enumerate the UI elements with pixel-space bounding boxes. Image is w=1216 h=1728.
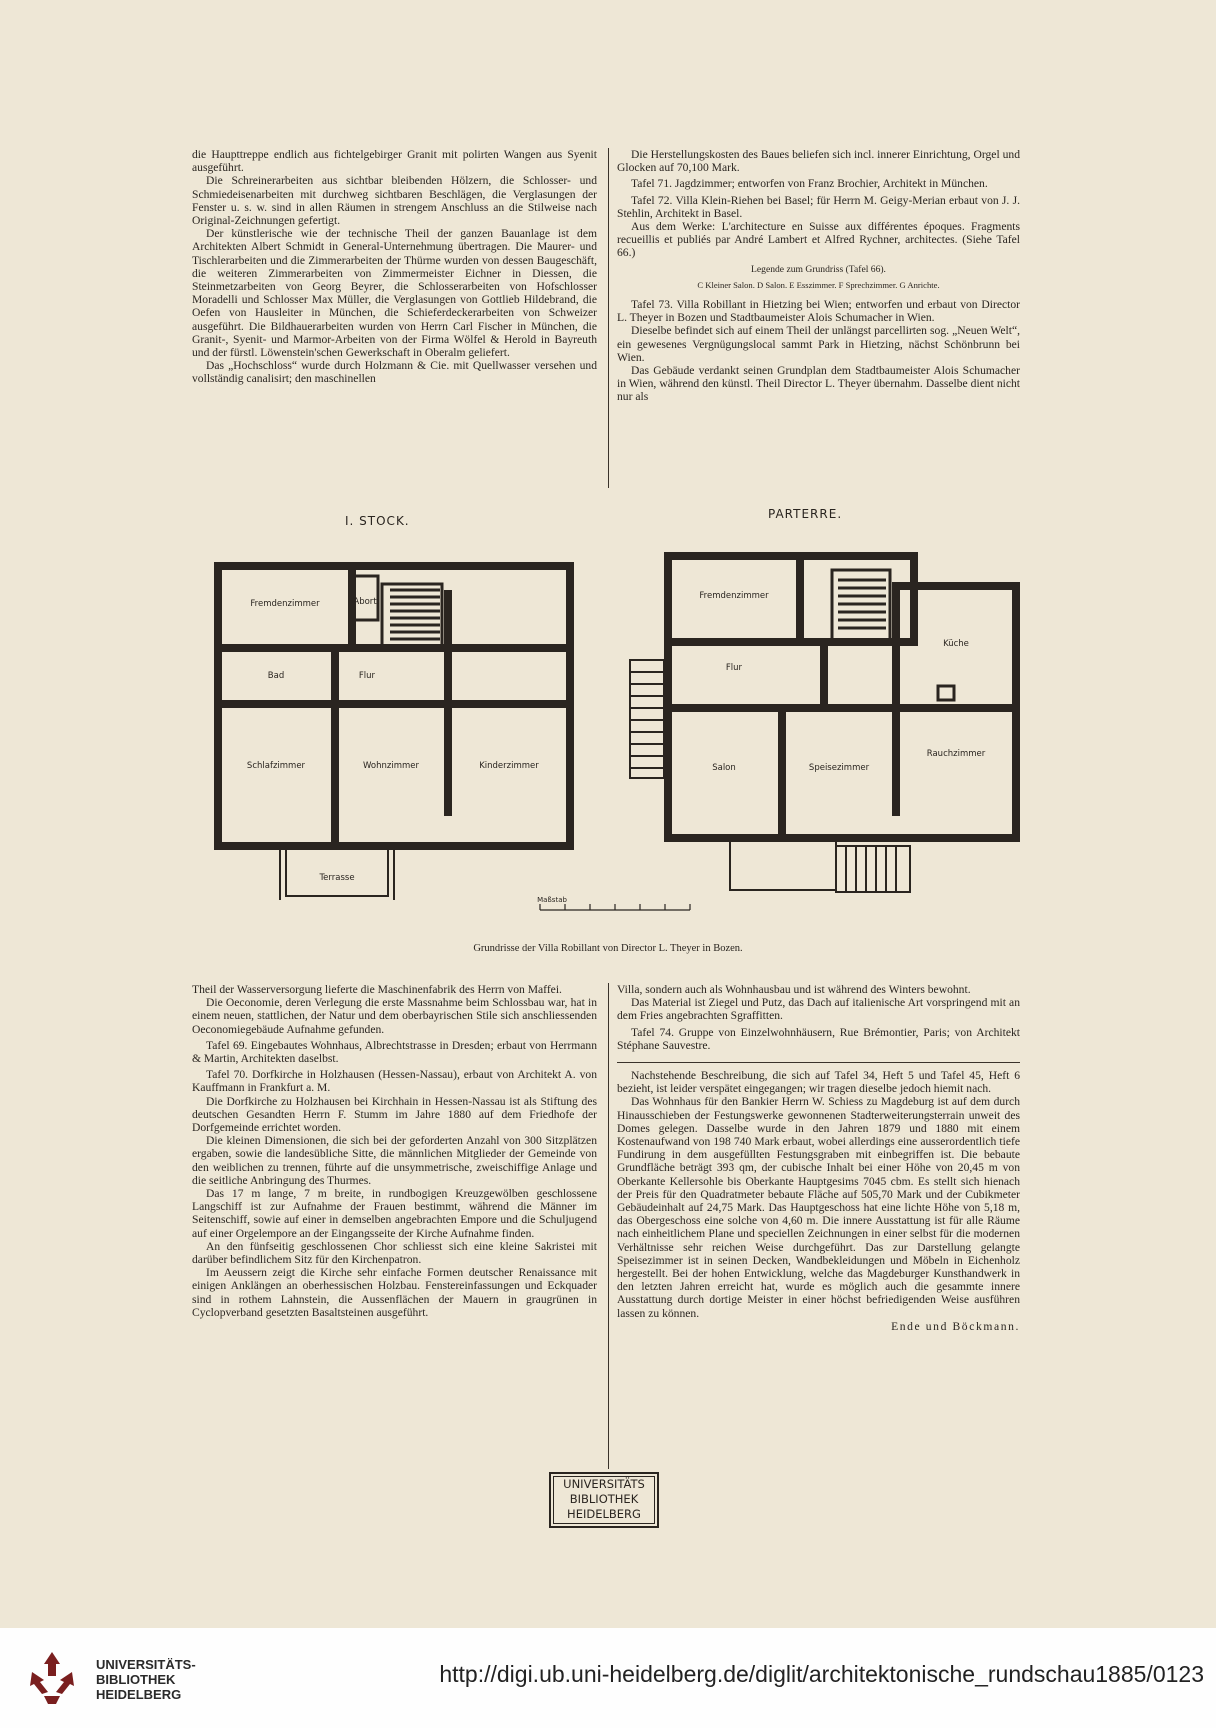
logo-line: HEIDELBERG <box>96 1687 182 1702</box>
source-url-link[interactable]: http://digi.ub.uni-heidelberg.de/diglit/architektonische_rundschau1885/0123 <box>439 1661 1204 1687</box>
paragraph: Aus dem Werke: L'architecture en Suisse aux différentes époques. Fragments recueillis et publiés par André Lambert et Alfred Rychner, architectes. (Siehe Tafel 66.) <box>617 220 1020 260</box>
paragraph: Im Aeussern zeigt die Kirche sehr einfache Formen deutscher Renaissance mit einigen Anklängen an oberhessischen Holzbau. Fenstereinfassungen und Eckquader sind in rothem Lahnstein, die Aussenflächen der Mauern in graugrünen in Cyclopverband gesetzten Basaltsteinen ausgeführt. <box>192 1266 597 1319</box>
paragraph: Dieselbe befindet sich auf einem Theil der unlängst parcellirten sog. „Neuen Welt“, ein gewesenes Vergnügungslocal sammt Park in Hietzing, nächst Schönbrunn bei Wien. <box>617 324 1020 364</box>
plan-title-first-floor: I. STOCK. <box>345 514 410 528</box>
room-label: Abort <box>353 597 377 607</box>
tafel-73-entry: Tafel 73. Villa Robillant in Hietzing bei Wien; entworfen und erbaut von Director L. Theyer in Bozen und Stadtbaumeister Alois Schumacher in Wien. <box>617 298 1020 325</box>
text-column-left-bottom <box>192 983 597 1319</box>
room-label: Schlafzimmer <box>246 761 306 771</box>
room-label: Arbeitszimmer <box>478 645 542 655</box>
legend-text: C Kleiner Salon. D Salon. E Esszimmer. F Sprechzimmer. G Anrichte. <box>697 279 940 290</box>
paragraph: Der künstlerische wie der technische Theil der ganzen Bauanlage ist dem Architekten Albert Schmidt in General-Unternehmung übertragen. Die Maurer- und Tischlerarbeiten und die Zimmerarbeiten der Thürme wurden von dessen Baugeschäft, die weiteren Zimmerarbeiten von Zimmermeister Eichner in Diessen, die Steinmetzarbeiten von Georg Beyrer, die Schlosserarbeiten von Hofschlosser Moradelli und Schlosser Max Müller, die Verglasungen von Gottlieb Hildebrand, die Oefen von Hausleiter in München, die Schieferdeckerarbeiten von Schweizer ausgeführt. Die Bildhauerarbeiten wurden von Herrn Carl Fischer in München, die Granit-, Syenit- und Marmor-Arbeiten von der Firma Wölfel & Herold in Bayreuth und der fürstl. Löwenstein'schen Gewerkschaft in Oberalm geliefert. <box>192 227 597 360</box>
university-seal-icon <box>22 1648 82 1708</box>
room-label: Küche <box>943 639 969 649</box>
paragraph: Nachstehende Beschreibung, die sich auf Tafel 34, Heft 5 und Tafel 45, Heft 6 bezieht, ist leider verspätet eingegangen; wir tragen dieselbe jedoch hiemit nach. <box>617 1069 1020 1096</box>
library-stamp <box>549 1472 659 1528</box>
stamp-line: HEIDELBERG <box>567 1507 641 1521</box>
tafel-74-entry: Tafel 74. Gruppe von Einzelwohnhäusern, Rue Brémontier, Paris; von Architekt Stéphane Sauvestre. <box>617 1025 1020 1052</box>
tafel-72-entry: Tafel 72. Villa Klein-Riehen bei Basel; für Herrn M. Geigy-Merian erbaut von J. J. Stehlin, Architekt in Basel. <box>617 193 1020 220</box>
paragraph: Das 17 m lange, 7 m breite, in rundbogigen Kreuzgewölben geschlossene Langschiff ist zur Aufnahme der Frauen bestimmt, während die Männer im Seitenschiff, sowie auf einer in demselben angebrachten Empore und die Schuljugend auf einer Orgelempore an der Eingangsseite der Kirche Aufnahme finden. <box>192 1187 597 1240</box>
stamp-line: UNIVERSITÄTS <box>563 1477 645 1491</box>
paragraph: Das Gebäude verdankt seinen Grundplan dem Stadtbaumeister Alois Schumacher in Wien, während den künstl. Theil Director L. Theyer übernahm. Dasselbe dient nicht nur als <box>617 364 1020 404</box>
stamp-line: BIBLIOTHEK <box>569 1492 639 1506</box>
room-label: Kinderzimmer <box>479 761 539 771</box>
paragraph: Das Material ist Ziegel und Putz, das Dach auf italienische Art vorspringend mit an dem Fries angebrachten Sgraffitten. <box>617 996 1020 1023</box>
paragraph: Die Schreinerarbeiten aus sichtbar bleibenden Hölzern, die Schlosser- und Schmiedeisenarbeiten mit durchweg sichtbaren Beschlägen, die Verglasungen der Fenster u. s. w. sind in allen Räumen in strengem Anschluss an die Stilweise nach Original-Zeichnungen gefertigt. <box>192 174 597 228</box>
column-divider <box>608 983 609 1469</box>
tafel-71-entry: Tafel 71. Jagdzimmer; entworfen von Franz Brochier, Architekt in München. <box>631 177 988 191</box>
side-stairs <box>630 660 664 778</box>
paragraph: die Haupttreppe endlich aus fichtelgebirger Granit mit polirten Wangen aus Syenit ausgeführt. <box>192 148 597 175</box>
room-label: Terrasse <box>319 873 355 883</box>
paragraph: Die Oeconomie, deren Verlegung die erste Massnahme beim Schlossbau war, hat in einem neuen, stattlichen, der Natur und dem oberbayrischen Stile sich anschliessenden Oeconomiegebäude Aufnahme gefunden. <box>192 996 597 1036</box>
room-label: Flur <box>725 663 743 673</box>
room-label: Fremdenzimmer <box>250 599 320 609</box>
room-label: Bad <box>267 671 285 681</box>
paragraph: An den fünfseitig geschlossenen Chor schliesst sich eine kleine Sakristei mit darüber befindlichem Sitz für den Kirchenpatron. <box>192 1239 597 1267</box>
section-divider <box>617 1062 1020 1063</box>
room-label: Speisezimmer <box>808 763 870 773</box>
paragraph: Die Dorfkirche zu Holzhausen bei Kirchhain in Hessen-Nassau ist als Stiftung des deutschen Gesandten Herrn F. Stumm im Jahre 1880 auf dem Friedhofe der Dorfgemeinde errichtet worden. <box>192 1094 597 1135</box>
front-veranda <box>730 838 910 892</box>
room-label: Fremdenzimmer <box>699 591 769 601</box>
tafel-69-entry: Tafel 69. Eingebautes Wohnhaus, Albrechtstrasse in Dresden; erbaut von Herrmann & Martin, Architekten daselbst. <box>192 1038 597 1066</box>
paragraph: Theil der Wasserversorgung lieferte die Maschinenfabrik des Herrn von Maffei. <box>192 983 562 996</box>
room-label: Flur <box>358 671 376 681</box>
scale-bar <box>540 904 690 910</box>
paragraph: Villa, sondern auch als Wohnhausbau und ist während des Winters bewohnt. <box>617 983 971 996</box>
library-logo-text <box>96 1657 196 1702</box>
room-label: Wohnzimmer <box>363 761 419 771</box>
text-column-right-bottom <box>617 983 1020 1333</box>
logo-line: UNIVERSITÄTS- <box>96 1657 196 1672</box>
figure-caption: Grundrisse der Villa Robillant von Director L. Theyer in Bozen. <box>473 943 743 954</box>
paragraph: Die Herstellungskosten des Baues beliefen sich incl. innerer Einrichtung, Orgel und Glocken auf 70,100 Mark. <box>617 148 1020 175</box>
plan-title-ground-floor: PARTERRE. <box>768 507 843 521</box>
paragraph: Das Wohnhaus für den Bankier Herrn W. Schiess zu Magdeburg ist auf dem durch Hinausschieben der Festungswerke gewonnenen Stadterweiterungsterrain unweit des Domes gelegen. Dasselbe wurde in den Jahren 1879 und 1880 mit einem Kostenaufwand von 198 740 Mark erbaut, wobei allerdings eine ausserordentlich tiefe Fundirung in dem ausgefüllten Festungsgraben mit einbegriffen ist. Die bebaute Grundfläche beträgt 393 qm, der cubische Inhalt bei einer Höhe von 20,45 m von Oberkante Kellersohle bis Oberkante Hauptgesims 7045 cbm. Es stellt sich hienach der Preis für den Quadratmeter bebaute Fläche auf 505,70 Mark und der Cubikmeter Gebäudeinhalt auf 24,75 Mark. Das Hauptgeschoss hat eine lichte Höhe von 5,18 m, das Obergeschoss eine solche von 4,60 m. Die innere Ausstattung ist für alle Räume nach einheitlichem Plane und speciellen Zeichnungen in einer selbst für die modernen Verhältnisse sehr reichen Weise durchgeführt. Das zur Darstellung gelangte Speisezimmer ist in seinen Decken, Wandbekleidungen und Möbeln in Eichenholz hergestellt. Bei der hohen Entwicklung, welche das Magdeburger Kunsthandwerk in den letzten Jahren erreicht hat, wurde es möglich auch die gesammte innere Ausstattung durch dortige Meister in einer höchst befriedigenden Weise ausführen lassen zu können. <box>617 1095 1020 1320</box>
signature: Ende und Böckmann. <box>891 1319 1020 1333</box>
footer-bar <box>0 1628 1216 1728</box>
paragraph: Die kleinen Dimensionen, die sich bei der geforderten Anzahl von 300 Sitzplätzen ergaben, sowie die landesübliche Sitte, die männlichen Mitglieder der Gemeinde von den weiblichen zu trennen, führte auf die unsymmetrische, zweischiffige Anlage und die seitliche Anbringung des Thurmes. <box>192 1134 597 1187</box>
room-label: Rauchzimmer <box>926 749 986 759</box>
tafel-70-entry: Tafel 70. Dorfkirche in Holzhausen (Hessen-Nassau), erbaut von Architekt A. von Kauffmann in Frankfurt a. M. <box>192 1068 597 1095</box>
logo-line: BIBLIOTHEK <box>96 1672 176 1687</box>
legend-heading: Legende zum Grundriss (Tafel 66). <box>751 263 886 275</box>
room-label: Salon <box>712 763 736 773</box>
paragraph: Das „Hochschloss“ wurde durch Holzmann & Cie. mit Quellwasser versehen und vollständig canalisirt; den maschinellen <box>192 359 597 386</box>
scale-label: Maßstab <box>537 896 567 904</box>
